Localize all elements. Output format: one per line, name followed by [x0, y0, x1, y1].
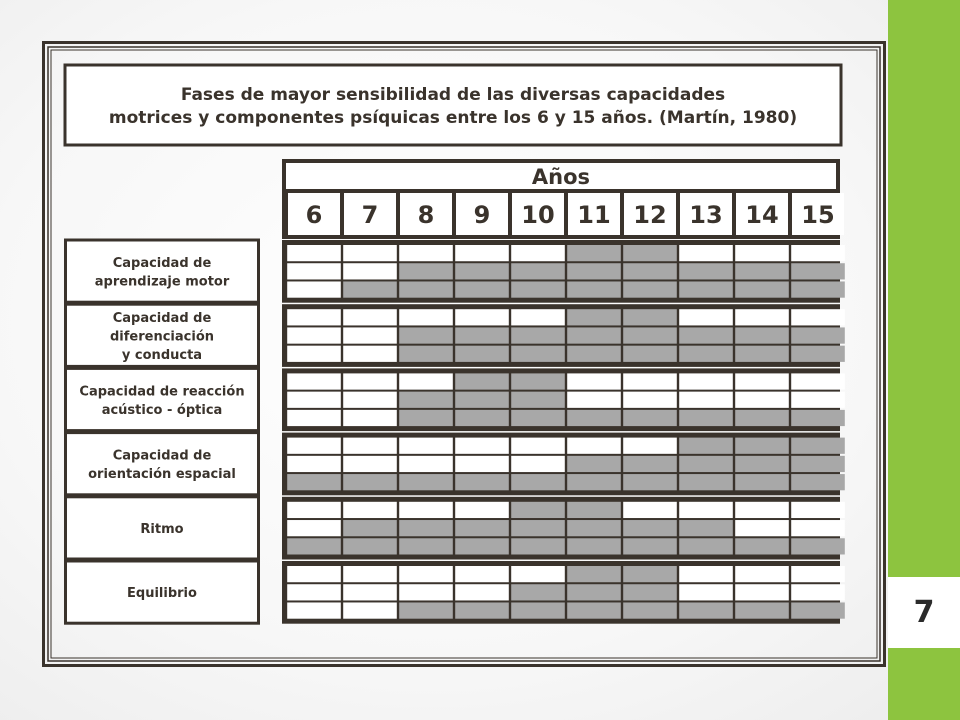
year-label: 10: [521, 201, 555, 229]
empty-cell: [399, 309, 453, 325]
sensitive-phase-cell: [679, 281, 733, 297]
title-line-2: motrices y componentes psíquicas entre los 6 y 15 años. (Martín, 1980): [108, 108, 798, 128]
page-number-badge: [888, 577, 960, 648]
empty-cell: [679, 245, 733, 261]
empty-cell: [287, 373, 341, 389]
sensitive-phase-cell: [679, 346, 733, 362]
sensitive-phase-cell: [735, 602, 789, 618]
empty-cell: [399, 584, 453, 600]
sensitive-phase-cell: [511, 584, 565, 600]
sensitive-phase-cell: [791, 474, 845, 490]
page-number: 7: [913, 595, 935, 630]
sensitive-phase-cell: [287, 538, 341, 554]
empty-cell: [287, 281, 341, 297]
empty-cell: [511, 566, 565, 582]
sensitive-phase-cell: [455, 263, 509, 279]
empty-cell: [343, 410, 397, 426]
sensitive-phase-cell: [623, 281, 677, 297]
sensitive-phase-cell: [623, 456, 677, 472]
capacity-label-line: diferenciación: [110, 329, 214, 345]
empty-cell: [287, 438, 341, 454]
empty-cell: [791, 502, 845, 518]
sensitive-phase-cell: [791, 438, 845, 454]
sensitive-phase-cell: [735, 438, 789, 454]
sensitive-phase-cell: [735, 410, 789, 426]
sensitive-phase-cell: [735, 474, 789, 490]
sensitive-phase-cell: [343, 474, 397, 490]
sensitive-phase-cell: [399, 281, 453, 297]
empty-cell: [287, 584, 341, 600]
empty-cell: [623, 502, 677, 518]
empty-cell: [623, 392, 677, 408]
sensitive-phase-cell: [567, 263, 621, 279]
sensitive-phase-cell: [567, 327, 621, 343]
sensitive-phase-cell: [455, 520, 509, 536]
sensitive-phase-cell: [399, 327, 453, 343]
empty-cell: [287, 456, 341, 472]
empty-cell: [399, 373, 453, 389]
empty-cell: [343, 566, 397, 582]
sensitive-phase-cell: [567, 520, 621, 536]
sensitive-phase-cell: [735, 538, 789, 554]
sensitive-phase-cell: [567, 456, 621, 472]
empty-cell: [735, 520, 789, 536]
sensitive-phase-cell: [567, 474, 621, 490]
empty-cell: [343, 392, 397, 408]
empty-cell: [287, 346, 341, 362]
sensitive-phase-cell: [623, 566, 677, 582]
empty-cell: [399, 566, 453, 582]
capacity-label-line: aprendizaje motor: [94, 274, 230, 290]
sensitive-phase-cell: [679, 520, 733, 536]
sensitive-phase-cell: [623, 538, 677, 554]
sensitive-phase-cell: [567, 502, 621, 518]
sensitive-phase-cell: [791, 263, 845, 279]
empty-cell: [287, 520, 341, 536]
empty-cell: [399, 456, 453, 472]
empty-cell: [791, 309, 845, 325]
sensitive-phase-cell: [567, 309, 621, 325]
sensitive-phase-cell: [623, 474, 677, 490]
empty-cell: [343, 263, 397, 279]
capacity-label-line: Ritmo: [140, 521, 184, 537]
empty-cell: [623, 438, 677, 454]
sensitive-phase-cell: [343, 520, 397, 536]
sensitive-phase-cell: [511, 327, 565, 343]
sensitive-phase-cell: [679, 327, 733, 343]
sensitive-phase-cell: [679, 438, 733, 454]
empty-cell: [343, 502, 397, 518]
year-label: 13: [689, 201, 723, 229]
empty-cell: [343, 373, 397, 389]
sensitive-phase-cell: [623, 584, 677, 600]
sensitive-phase-cell: [399, 392, 453, 408]
empty-cell: [287, 410, 341, 426]
sensitive-phase-cell: [567, 245, 621, 261]
empty-cell: [287, 392, 341, 408]
sensitive-phase-cell: [399, 474, 453, 490]
sensitive-phase-cell: [623, 263, 677, 279]
sensitive-phase-cell: [511, 373, 565, 389]
empty-cell: [343, 438, 397, 454]
empty-cell: [567, 373, 621, 389]
sensitive-phase-cell: [511, 538, 565, 554]
sensitive-phase-cell: [567, 584, 621, 600]
sensitive-phase-cell: [679, 263, 733, 279]
empty-cell: [735, 566, 789, 582]
sensitive-phase-cell: [623, 520, 677, 536]
empty-cell: [455, 502, 509, 518]
sensitive-phase-cell: [399, 263, 453, 279]
empty-cell: [287, 602, 341, 618]
empty-cell: [735, 502, 789, 518]
empty-cell: [735, 309, 789, 325]
empty-cell: [455, 456, 509, 472]
sensitive-phase-cell: [511, 502, 565, 518]
sensitive-phase-cell: [567, 410, 621, 426]
empty-cell: [287, 263, 341, 279]
sensitive-phase-cell: [511, 346, 565, 362]
sensitive-phase-cell: [735, 263, 789, 279]
capacity-label-box: [66, 433, 259, 495]
empty-cell: [679, 502, 733, 518]
sensitive-phase-cell: [455, 281, 509, 297]
empty-cell: [791, 392, 845, 408]
empty-cell: [287, 327, 341, 343]
empty-cell: [791, 520, 845, 536]
capacity-label-box: [66, 240, 259, 302]
sensitive-phase-cell: [455, 538, 509, 554]
empty-cell: [287, 502, 341, 518]
year-label: 14: [745, 201, 779, 229]
capacity-labels: [66, 240, 259, 623]
sensitive-phase-cell: [455, 373, 509, 389]
year-label: 12: [633, 201, 667, 229]
sensitive-phase-cell: [623, 245, 677, 261]
empty-cell: [791, 566, 845, 582]
sensitive-phase-cell: [791, 538, 845, 554]
empty-cell: [679, 566, 733, 582]
sensitive-phase-cell: [455, 602, 509, 618]
sensitive-phase-cell: [511, 410, 565, 426]
title-box: [65, 65, 841, 145]
sensitive-phase-cell: [455, 474, 509, 490]
sensitive-phase-cell: [679, 474, 733, 490]
sensitive-phase-cell: [623, 309, 677, 325]
sensitive-phase-cell: [455, 346, 509, 362]
empty-cell: [679, 584, 733, 600]
sensitivity-grid: [282, 240, 845, 624]
empty-cell: [343, 346, 397, 362]
empty-cell: [567, 392, 621, 408]
empty-cell: [511, 245, 565, 261]
empty-cell: [343, 602, 397, 618]
year-label: 9: [473, 201, 491, 229]
empty-cell: [567, 438, 621, 454]
empty-cell: [511, 456, 565, 472]
sensitive-phase-cell: [791, 327, 845, 343]
sensitive-phase-cell: [511, 263, 565, 279]
year-label: 8: [417, 201, 435, 229]
empty-cell: [791, 245, 845, 261]
empty-cell: [455, 438, 509, 454]
sensitive-phase-cell: [735, 281, 789, 297]
empty-cell: [735, 245, 789, 261]
sensitive-phase-cell: [399, 538, 453, 554]
empty-cell: [735, 373, 789, 389]
capacity-label-line: Equilibrio: [127, 586, 197, 602]
empty-cell: [791, 584, 845, 600]
capacity-label-box: [66, 368, 259, 430]
year-label: 6: [305, 201, 323, 229]
years-header-label: Años: [531, 165, 591, 189]
empty-cell: [511, 309, 565, 325]
empty-cell: [511, 438, 565, 454]
sensitive-phase-cell: [287, 474, 341, 490]
capacity-label-line: orientación espacial: [88, 466, 236, 482]
capacity-label-line: Capacidad de: [112, 310, 212, 326]
sensitivity-phases-figure: [42, 41, 886, 667]
sensitive-phase-cell: [399, 410, 453, 426]
year-label: 7: [361, 201, 379, 229]
empty-cell: [287, 566, 341, 582]
sensitive-phase-cell: [679, 456, 733, 472]
sensitive-phase-cell: [399, 602, 453, 618]
sensitive-phase-cell: [511, 474, 565, 490]
sensitive-phase-cell: [623, 410, 677, 426]
empty-cell: [735, 392, 789, 408]
empty-cell: [399, 502, 453, 518]
empty-cell: [455, 584, 509, 600]
empty-cell: [343, 584, 397, 600]
sensitive-phase-cell: [511, 602, 565, 618]
empty-cell: [455, 566, 509, 582]
year-label: 11: [577, 201, 611, 229]
capacity-label-line: Capacidad de: [112, 255, 212, 271]
sensitive-phase-cell: [455, 392, 509, 408]
sensitive-phase-cell: [791, 602, 845, 618]
empty-cell: [623, 373, 677, 389]
sensitive-phase-cell: [399, 520, 453, 536]
sensitive-phase-cell: [511, 281, 565, 297]
title-line-1: Fases de mayor sensibilidad de las diversas capacidades: [180, 85, 726, 105]
capacity-label-line: acústico - óptica: [101, 402, 223, 418]
empty-cell: [735, 584, 789, 600]
sensitive-phase-cell: [623, 346, 677, 362]
empty-cell: [399, 245, 453, 261]
empty-cell: [455, 309, 509, 325]
sensitive-phase-cell: [567, 281, 621, 297]
empty-cell: [679, 373, 733, 389]
sensitive-phase-cell: [623, 602, 677, 618]
sensitive-phase-cell: [791, 456, 845, 472]
empty-cell: [399, 438, 453, 454]
empty-cell: [343, 456, 397, 472]
year-label: 15: [801, 201, 835, 229]
sensitive-phase-cell: [735, 346, 789, 362]
empty-cell: [287, 245, 341, 261]
sensitive-phase-cell: [567, 602, 621, 618]
sensitive-phase-cell: [511, 520, 565, 536]
sensitive-phase-cell: [567, 566, 621, 582]
sensitive-phase-cell: [567, 538, 621, 554]
sensitive-phase-cell: [791, 346, 845, 362]
sensitive-phase-cell: [735, 327, 789, 343]
capacity-label-line: Capacidad de: [112, 448, 212, 464]
sensitive-phase-cell: [343, 281, 397, 297]
sensitive-phase-cell: [343, 538, 397, 554]
empty-cell: [791, 373, 845, 389]
sensitive-phase-cell: [679, 410, 733, 426]
empty-cell: [287, 309, 341, 325]
sensitive-phase-cell: [679, 602, 733, 618]
capacity-label-line: Capacidad de reacción: [79, 384, 245, 400]
sensitive-phase-cell: [455, 327, 509, 343]
empty-cell: [343, 309, 397, 325]
sensitive-phase-cell: [399, 346, 453, 362]
sensitive-phase-cell: [455, 410, 509, 426]
empty-cell: [343, 245, 397, 261]
sensitive-phase-cell: [511, 392, 565, 408]
sensitive-phase-cell: [791, 281, 845, 297]
empty-cell: [679, 309, 733, 325]
sensitive-phase-cell: [679, 538, 733, 554]
sensitive-phase-cell: [567, 346, 621, 362]
empty-cell: [455, 245, 509, 261]
capacity-label-line: y conducta: [121, 347, 203, 363]
figure-svg: [42, 41, 886, 667]
sensitive-phase-cell: [735, 456, 789, 472]
sensitive-phase-cell: [623, 327, 677, 343]
sensitive-phase-cell: [791, 410, 845, 426]
empty-cell: [343, 327, 397, 343]
empty-cell: [679, 392, 733, 408]
